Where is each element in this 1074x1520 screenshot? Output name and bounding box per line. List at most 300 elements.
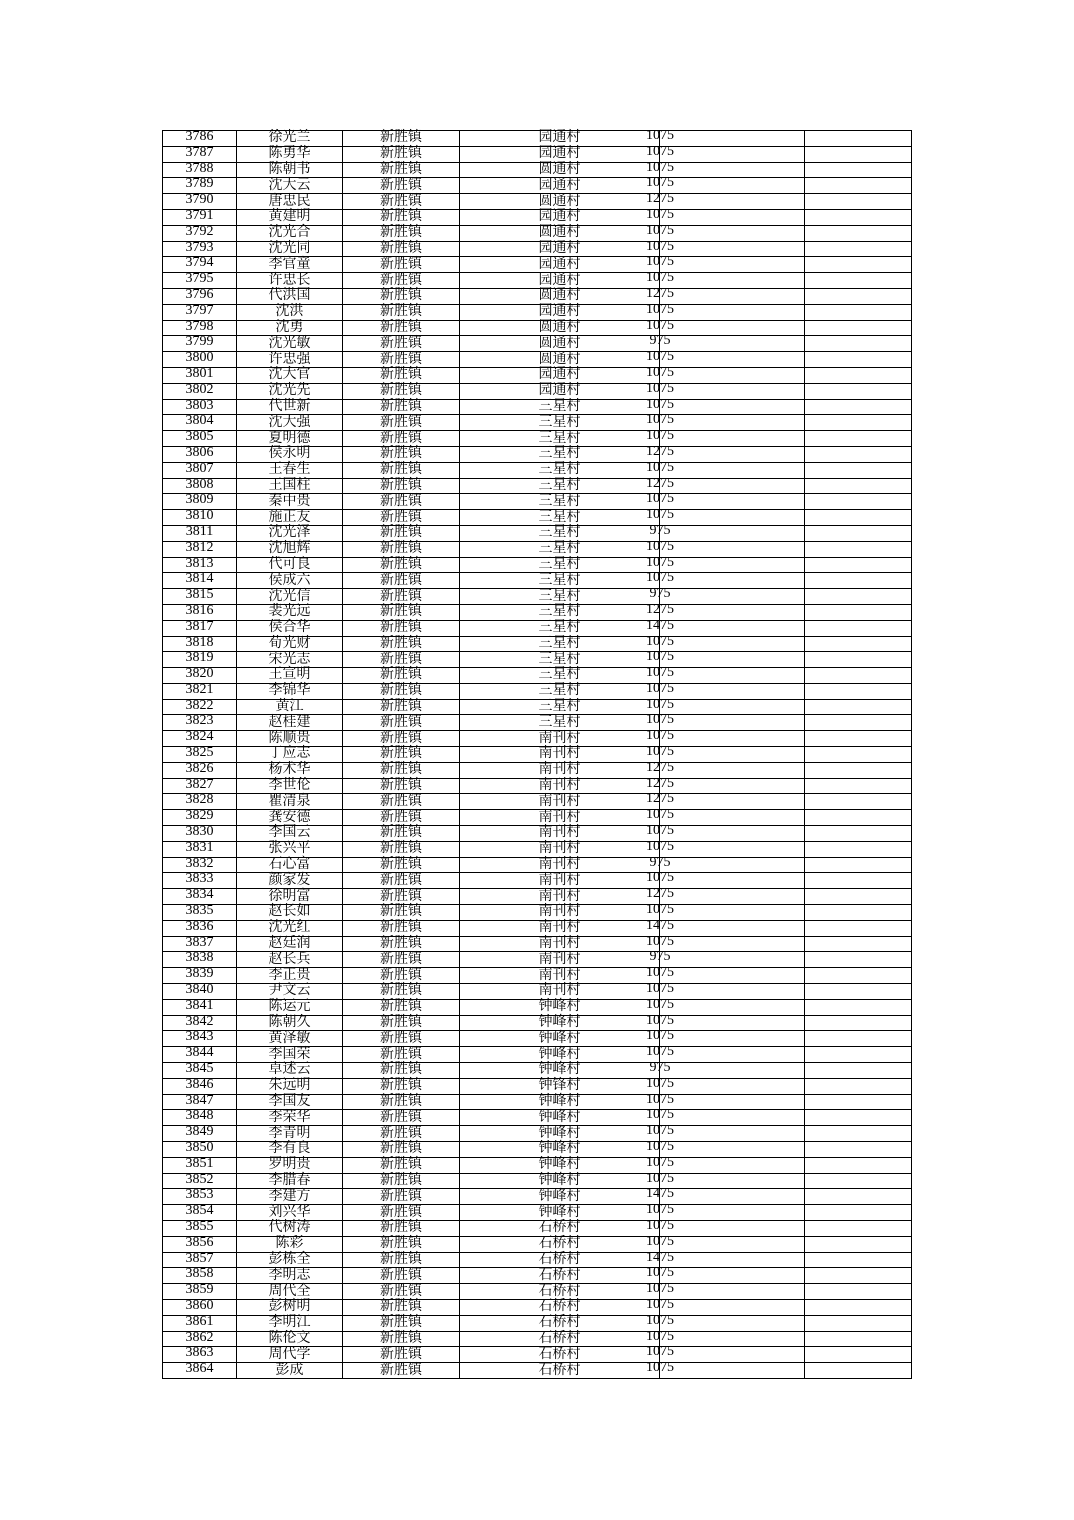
amount-cell	[646, 396, 805, 415]
table-row	[163, 525, 912, 541]
town-cell	[343, 257, 460, 273]
person-name: 李青明	[268, 1125, 311, 1141]
amount: 1075	[646, 902, 674, 918]
table-row	[163, 1110, 912, 1126]
amount: 1075	[646, 507, 674, 523]
table-row	[163, 273, 912, 289]
town: 新胜镇	[380, 967, 422, 983]
town-cell	[343, 826, 460, 842]
amount-cell	[646, 665, 805, 684]
row-number: 3829	[185, 808, 214, 824]
amount: 1075	[646, 238, 674, 254]
village-cell	[460, 1189, 660, 1205]
village: 园通村	[538, 383, 581, 399]
amount-cell	[646, 270, 805, 289]
amount-cell	[646, 965, 805, 984]
table-row	[163, 668, 912, 684]
remark-cell	[805, 652, 912, 668]
amount-cell	[646, 491, 805, 510]
table-row	[163, 841, 912, 857]
row-number: 3821	[185, 681, 214, 697]
town: 新胜镇	[380, 999, 422, 1015]
person-name-cell	[237, 541, 343, 557]
town-cell	[343, 762, 460, 778]
amount-cell	[646, 886, 805, 905]
village-cell	[460, 936, 660, 952]
row-number: 3848	[185, 1108, 214, 1124]
town: 新胜镇	[380, 1046, 422, 1062]
person-name-cell	[237, 731, 343, 747]
village: 石桥村	[538, 1251, 581, 1267]
person-name-cell	[237, 462, 343, 478]
person-name-cell	[237, 1031, 343, 1047]
person-name-cell	[237, 1173, 343, 1189]
person-name: 李国云	[268, 825, 311, 841]
amount: 1075	[646, 270, 674, 286]
person-name: 沈大强	[268, 414, 311, 430]
town-cell	[343, 857, 460, 873]
town: 新胜镇	[380, 1015, 422, 1031]
person-name: 代树涛	[268, 1220, 311, 1236]
remark-cell	[805, 1252, 912, 1268]
amount-cell	[646, 238, 805, 257]
person-name: 张兴平	[268, 841, 311, 857]
table-row	[163, 1331, 912, 1347]
village-cell	[460, 1284, 660, 1300]
village-cell	[460, 920, 660, 936]
village-cell	[460, 968, 660, 984]
person-name-cell	[237, 478, 343, 494]
village-cell	[460, 431, 660, 447]
town: 新胜镇	[380, 904, 422, 920]
village-cell	[460, 478, 660, 494]
town: 新胜镇	[380, 1267, 422, 1283]
remark-cell	[805, 1157, 912, 1173]
person-name-cell	[237, 146, 343, 162]
person-name-cell	[237, 873, 343, 889]
amount-cell	[646, 570, 805, 589]
town-cell	[343, 841, 460, 857]
person-name: 沈光先	[268, 383, 311, 399]
person-name: 沈洪	[275, 304, 304, 320]
amount: 1275	[646, 791, 674, 807]
table-row	[163, 367, 912, 383]
town-cell	[343, 1284, 460, 1300]
person-name-cell	[237, 1015, 343, 1031]
table-row	[163, 399, 912, 415]
amount: 1275	[646, 775, 674, 791]
person-name-cell	[237, 557, 343, 573]
person-name: 裴光远	[268, 604, 311, 620]
town: 新胜镇	[380, 398, 422, 414]
person-name: 周代学	[268, 1346, 311, 1362]
village: 三星村	[538, 446, 581, 462]
person-name: 赵廷润	[268, 936, 311, 952]
amount-cell	[646, 696, 805, 715]
village-cell	[460, 999, 660, 1015]
amount-cell	[646, 1091, 805, 1110]
village-cell	[460, 573, 660, 589]
village-cell	[460, 731, 660, 747]
village-cell	[460, 525, 660, 541]
row-number: 3790	[185, 192, 214, 208]
person-name-cell	[237, 1205, 343, 1221]
person-name-cell	[237, 257, 343, 273]
table-row	[163, 652, 912, 668]
town: 新胜镇	[380, 319, 422, 335]
person-name: 黄江	[275, 699, 304, 715]
data-table	[162, 130, 912, 1379]
table-row	[163, 131, 912, 147]
town-cell	[343, 1157, 460, 1173]
amount: 1075	[646, 823, 674, 839]
town-cell	[343, 668, 460, 684]
village: 南刊村	[538, 841, 581, 857]
amount-cell	[646, 1328, 805, 1347]
row-number: 3806	[185, 444, 214, 460]
village-cell	[460, 131, 660, 147]
town-cell	[343, 541, 460, 557]
person-name-cell	[237, 525, 343, 541]
village: 园通村	[538, 177, 581, 193]
row-number: 3811	[185, 523, 214, 539]
town-cell	[343, 1252, 460, 1268]
amount: 1475	[646, 617, 674, 633]
village-cell	[460, 699, 660, 715]
town-cell	[343, 352, 460, 368]
remark-cell	[805, 1284, 912, 1300]
village: 圆通村	[538, 161, 581, 177]
table-row	[163, 1063, 912, 1079]
town: 新胜镇	[380, 1094, 422, 1109]
amount-cell	[646, 554, 805, 573]
row-number: 3844	[185, 1045, 214, 1061]
row-number: 3819	[185, 650, 214, 666]
amount: 1075	[646, 965, 674, 981]
row-number: 3822	[185, 697, 214, 713]
amount-cell	[646, 902, 805, 921]
town-cell	[343, 936, 460, 952]
village-cell	[460, 1236, 660, 1252]
amount-cell	[646, 744, 805, 763]
person-name: 沈光合	[268, 225, 311, 241]
village-cell	[460, 1252, 660, 1268]
row-number: 3828	[185, 792, 214, 808]
amount: 1075	[646, 838, 674, 854]
person-name-cell	[237, 304, 343, 320]
amount-cell	[646, 823, 805, 842]
person-name: 李官童	[268, 256, 311, 272]
village: 南刊村	[538, 888, 581, 904]
person-name: 代洪国	[268, 288, 311, 304]
town: 新胜镇	[380, 146, 422, 162]
village: 三星村	[538, 493, 581, 509]
town-cell	[343, 968, 460, 984]
amount-cell	[646, 1044, 805, 1063]
town: 新胜镇	[380, 793, 422, 809]
remark-cell	[805, 510, 912, 526]
row-number: 3816	[185, 602, 214, 618]
person-name: 李腊春	[268, 1172, 311, 1188]
table-row	[163, 1078, 912, 1094]
village-cell	[460, 1363, 660, 1379]
person-name-cell	[237, 1094, 343, 1110]
person-name-cell	[237, 1363, 343, 1379]
row-number: 3789	[185, 176, 214, 192]
table-row	[163, 383, 912, 399]
person-name: 唐忠民	[268, 193, 311, 209]
amount-cell	[646, 364, 805, 383]
village: 钟峰村	[538, 999, 581, 1015]
person-name: 黄泽敏	[268, 1030, 311, 1046]
town-cell	[343, 1126, 460, 1142]
person-name-cell	[237, 620, 343, 636]
remark-cell	[805, 699, 912, 715]
remark-cell	[805, 1063, 912, 1079]
village: 三星村	[538, 462, 581, 478]
remark-cell	[805, 194, 912, 210]
amount: 975	[649, 522, 671, 538]
remark-cell	[805, 889, 912, 905]
town: 新胜镇	[380, 1220, 422, 1236]
town-cell	[343, 478, 460, 494]
amount: 975	[649, 949, 671, 965]
town: 新胜镇	[380, 730, 422, 746]
amount-cell	[646, 870, 805, 889]
table-row	[163, 826, 912, 842]
person-name: 李荣华	[268, 1109, 311, 1125]
amount-cell	[646, 1344, 805, 1363]
town: 新胜镇	[380, 651, 422, 667]
remark-cell	[805, 1268, 912, 1284]
person-name-cell	[237, 1189, 343, 1205]
table-body	[163, 128, 912, 1379]
person-name-cell	[237, 715, 343, 731]
amount: 975	[649, 854, 671, 870]
person-name: 赵桂建	[268, 714, 311, 730]
row-number: 3858	[185, 1266, 214, 1282]
remark-cell	[805, 1205, 912, 1221]
person-name-cell	[237, 131, 343, 147]
row-number: 3864	[185, 1361, 214, 1377]
table-row	[163, 1126, 912, 1142]
person-name: 石心富	[268, 857, 311, 873]
village-cell	[460, 636, 660, 652]
town-cell	[343, 778, 460, 794]
person-name: 龚安德	[268, 809, 311, 825]
row-number: 3810	[185, 508, 214, 524]
amount: 975	[649, 586, 671, 602]
village-cell	[460, 225, 660, 241]
row-number: 3798	[185, 318, 214, 334]
amount-cell	[646, 222, 805, 241]
village: 南刊村	[538, 904, 581, 920]
village-cell	[460, 209, 660, 225]
town-cell	[343, 1047, 460, 1063]
person-name-cell	[237, 1299, 343, 1315]
row-number: 3849	[185, 1124, 214, 1140]
remark-cell	[805, 1110, 912, 1126]
person-name-cell	[237, 162, 343, 178]
person-name-cell	[237, 178, 343, 194]
remark-cell	[805, 1047, 912, 1063]
row-number: 3824	[185, 729, 214, 745]
town-cell	[343, 747, 460, 763]
village: 三星村	[538, 604, 581, 620]
town: 新胜镇	[380, 225, 422, 241]
person-name: 李国友	[268, 1094, 311, 1109]
row-number: 3860	[185, 1297, 214, 1313]
amount-cell	[646, 680, 805, 699]
town-cell	[343, 162, 460, 178]
town-cell	[343, 1299, 460, 1315]
person-name: 彭树明	[268, 1299, 311, 1315]
row-number: 3800	[185, 350, 214, 366]
person-name-cell	[237, 1047, 343, 1063]
remark-cell	[805, 320, 912, 336]
remark-cell	[805, 1189, 912, 1205]
row-number: 3863	[185, 1345, 214, 1361]
person-name: 陈勇华	[268, 146, 311, 162]
row-number: 3801	[185, 365, 214, 381]
remark-cell	[805, 952, 912, 968]
table-row	[163, 209, 912, 225]
town-cell	[343, 620, 460, 636]
town: 新胜镇	[380, 1251, 422, 1267]
row-number: 3836	[185, 918, 214, 934]
amount-cell	[646, 1107, 805, 1126]
town: 新胜镇	[380, 983, 422, 999]
person-name-cell	[237, 905, 343, 921]
amount-cell	[646, 459, 805, 478]
town-cell	[343, 1063, 460, 1079]
person-name: 沈勇	[275, 319, 304, 335]
amount: 1075	[646, 1123, 674, 1139]
amount: 1075	[646, 696, 674, 712]
remark-cell	[805, 1363, 912, 1379]
amount-cell	[649, 522, 805, 541]
village-cell	[460, 952, 660, 968]
town: 新胜镇	[380, 1078, 422, 1094]
village: 钟峰村	[538, 1157, 581, 1173]
row-number: 3813	[185, 555, 214, 571]
person-name: 陈伦文	[268, 1330, 311, 1346]
table-row	[163, 920, 912, 936]
town-cell	[343, 699, 460, 715]
table-row	[163, 968, 912, 984]
person-name: 侯合华	[268, 620, 311, 636]
village-cell	[460, 510, 660, 526]
person-name-cell	[237, 194, 343, 210]
town-cell	[343, 1331, 460, 1347]
village: 三星村	[538, 620, 581, 636]
village: 南刊村	[538, 730, 581, 746]
table-row	[163, 415, 912, 431]
town: 新胜镇	[380, 272, 422, 288]
person-name-cell	[237, 1236, 343, 1252]
amount: 1275	[646, 191, 674, 207]
village-cell	[460, 668, 660, 684]
town-cell	[343, 1094, 460, 1110]
table-row	[163, 478, 912, 494]
town: 新胜镇	[380, 635, 422, 651]
town: 新胜镇	[380, 556, 422, 572]
town-cell	[343, 873, 460, 889]
village-cell	[460, 604, 660, 620]
amount: 1075	[646, 1296, 674, 1312]
town-cell	[343, 320, 460, 336]
town: 新胜镇	[380, 951, 422, 967]
amount: 1075	[646, 744, 674, 760]
town: 新胜镇	[380, 667, 422, 683]
person-name-cell	[237, 589, 343, 605]
person-name: 沈大云	[268, 177, 311, 193]
village-cell	[460, 162, 660, 178]
remark-cell	[805, 557, 912, 573]
village: 钟峰村	[538, 1172, 581, 1188]
table-row	[163, 1299, 912, 1315]
amount-cell	[646, 1012, 805, 1031]
row-number: 3802	[185, 381, 214, 397]
village-cell	[460, 1268, 660, 1284]
amount-cell	[646, 981, 805, 1000]
remark-cell	[805, 620, 912, 636]
person-name-cell	[237, 889, 343, 905]
table-row	[163, 1173, 912, 1189]
town: 新胜镇	[380, 1330, 422, 1346]
village-cell	[460, 857, 660, 873]
person-name-cell	[237, 1268, 343, 1284]
amount: 1475	[646, 1186, 674, 1202]
amount-cell	[646, 838, 805, 857]
village: 钟峰村	[538, 1125, 581, 1141]
village-cell	[460, 146, 660, 162]
village-cell	[460, 194, 660, 210]
amount: 1075	[646, 412, 674, 428]
amount-cell	[646, 775, 805, 794]
amount: 1075	[646, 554, 674, 570]
remark-cell	[805, 1331, 912, 1347]
town-cell	[343, 1078, 460, 1094]
remark-cell	[805, 810, 912, 826]
amount: 1075	[646, 1233, 674, 1249]
person-name-cell	[237, 446, 343, 462]
village: 石桥村	[538, 1330, 581, 1346]
table-row	[163, 1015, 912, 1031]
town: 新胜镇	[380, 809, 422, 825]
amount: 1075	[646, 1360, 674, 1376]
remark-cell	[805, 604, 912, 620]
row-number: 3808	[185, 476, 214, 492]
row-number: 3841	[185, 997, 214, 1013]
amount: 1075	[646, 538, 674, 554]
person-name: 瞿清泉	[268, 793, 311, 809]
table-row	[163, 446, 912, 462]
row-number: 3845	[185, 1061, 214, 1077]
remark-cell	[805, 1015, 912, 1031]
remark-cell	[805, 304, 912, 320]
row-number: 3796	[185, 286, 214, 302]
row-number: 3850	[185, 1140, 214, 1155]
person-name-cell	[237, 968, 343, 984]
village-cell	[460, 1220, 660, 1236]
row-number: 3805	[185, 429, 214, 445]
remark-cell	[805, 131, 912, 147]
person-name-cell	[237, 1220, 343, 1236]
remark-cell	[805, 905, 912, 921]
village-cell	[460, 1142, 660, 1158]
amount: 1075	[646, 665, 674, 681]
